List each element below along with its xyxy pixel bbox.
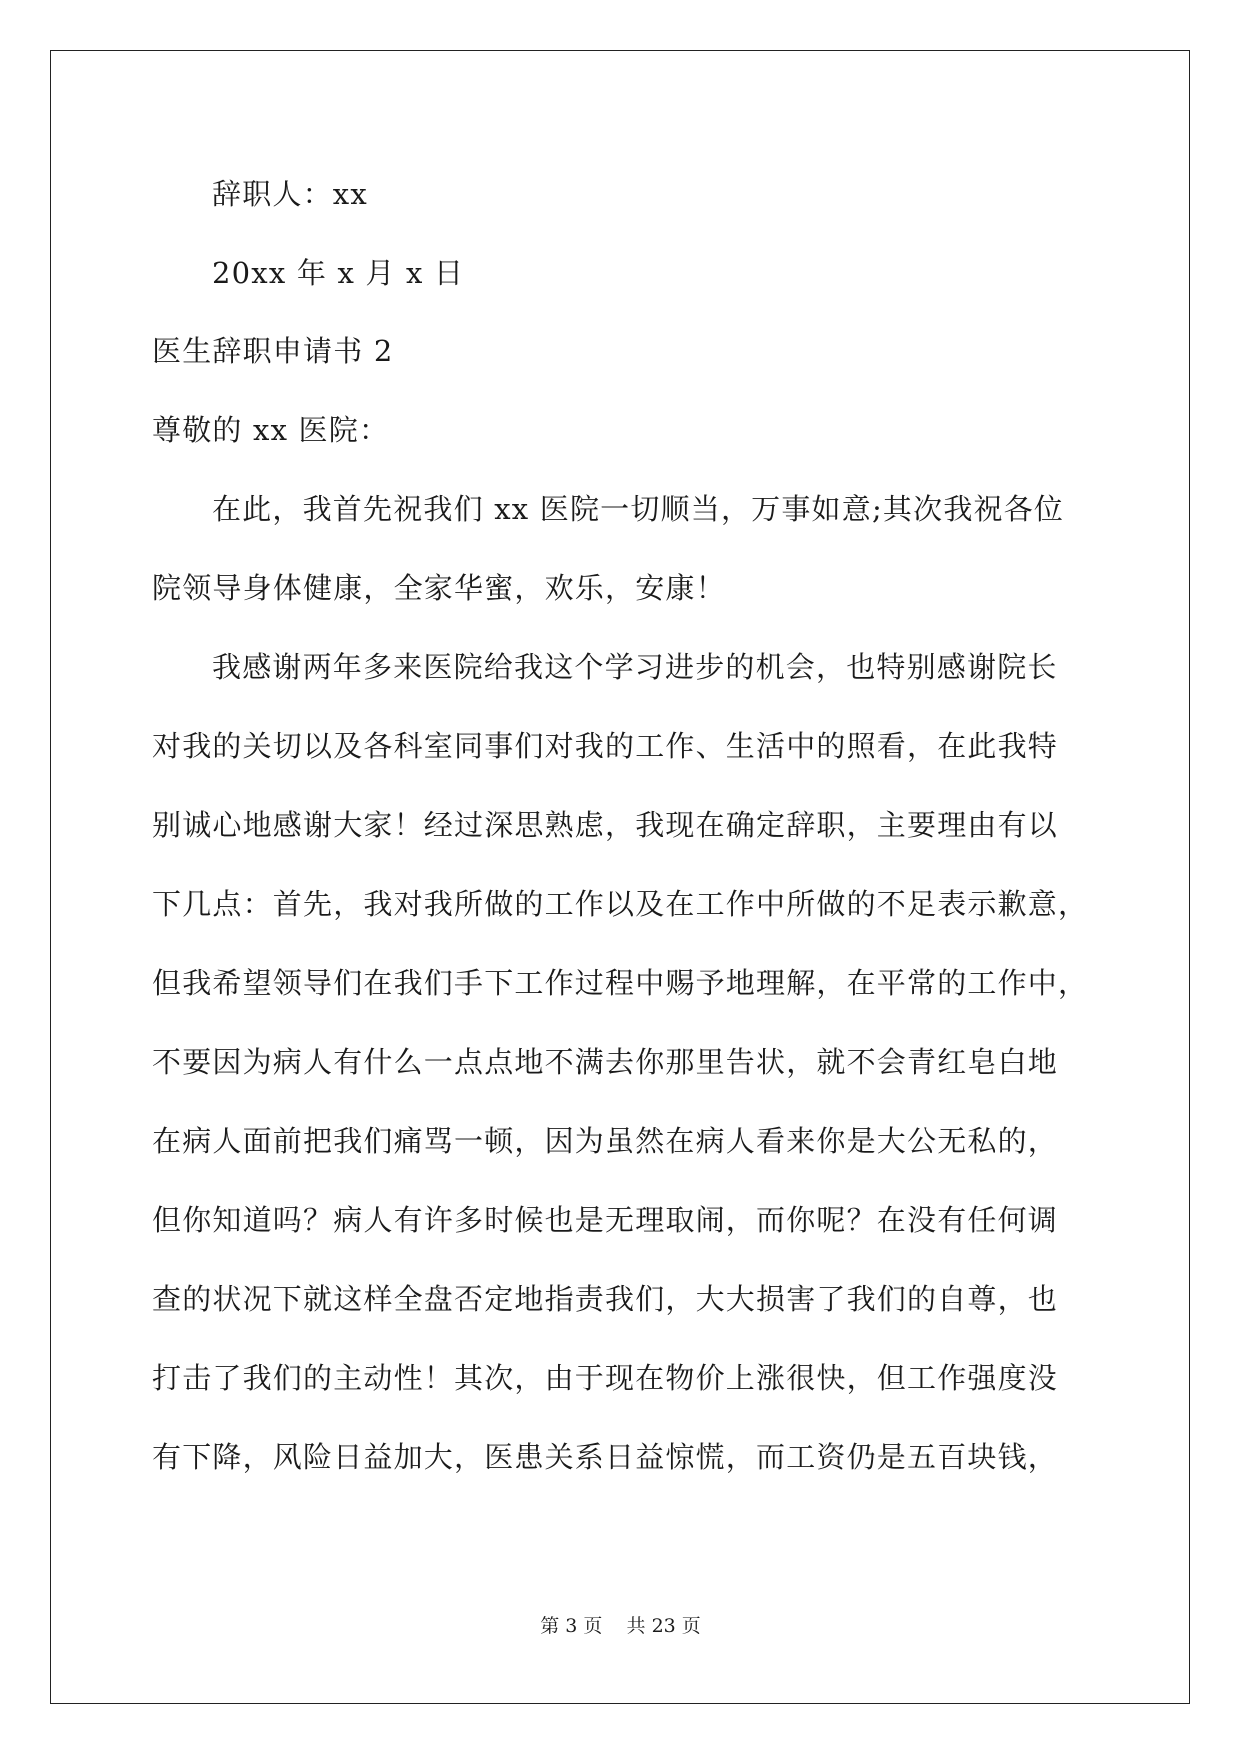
body-line: 下几点：首先，我对我所做的工作以及在工作中所做的不足表示歉意， — [152, 887, 1089, 921]
body-line: 打击了我们的主动性！其次，由于现在物价上涨很快，但工作强度没 — [152, 1361, 1059, 1395]
body-line: 别诚心地感谢大家！经过深思熟虑，我现在确定辞职，主要理由有以 — [152, 808, 1059, 842]
body-line: 查的状况下就这样全盘否定地指责我们，大大损害了我们的自尊，也 — [152, 1282, 1059, 1316]
body-line: 有下降，风险日益加大，医患关系日益惊慌，而工资仍是五百块钱， — [152, 1440, 1059, 1474]
body-line: 对我的关切以及各科室同事们对我的工作、生活中的照看，在此我特 — [152, 729, 1059, 763]
letter-title: 医生辞职申请书 2 — [152, 334, 394, 368]
body-line: 但我希望领导们在我们手下工作过程中赐予地理解，在平常的工作中， — [152, 966, 1089, 1000]
body-line: 在此，我首先祝我们 xx 医院一切顺当，万事如意;其次我祝各位 — [212, 492, 1065, 526]
body-line: 但你知道吗？病人有许多时候也是无理取闹，而你呢？在没有任何调 — [152, 1203, 1059, 1237]
salutation: 尊敬的 xx 医院： — [152, 413, 390, 447]
date-line: 20xx 年 x 月 x 日 — [212, 256, 465, 290]
body-line: 不要因为病人有什么一点点地不满去你那里告状，就不会青红皂白地 — [152, 1045, 1059, 1079]
page-footer — [0, 1614, 1241, 1638]
body-line: 我感谢两年多来医院给我这个学习进步的机会，也特别感谢院长 — [212, 650, 1058, 684]
resigner-line: 辞职人：xx — [212, 177, 368, 211]
body-line: 在病人面前把我们痛骂一顿，因为虽然在病人看来你是大公无私的， — [152, 1124, 1059, 1158]
body-line: 院领导身体健康，全家华蜜，欢乐，安康！ — [152, 571, 726, 605]
page-number: 第 3 页 共 23 页 — [540, 1615, 701, 1637]
